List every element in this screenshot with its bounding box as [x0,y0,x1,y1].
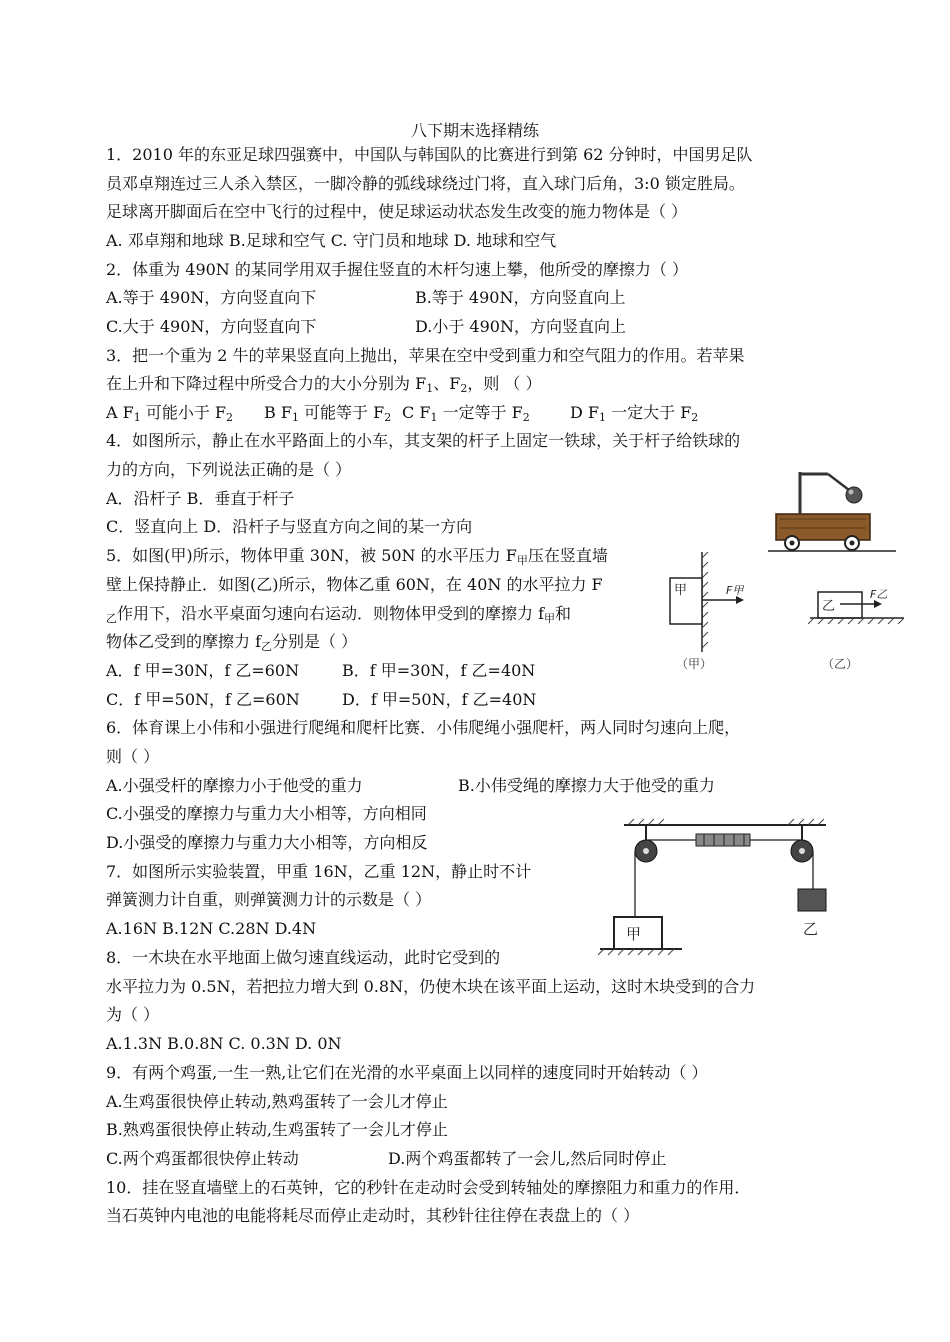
fig-yi-force-label: F乙 [870,588,888,601]
q3-option-b [264,403,391,428]
q3-b-sub2: 2 [384,411,392,424]
fig-jia-force-label: F甲 [726,584,744,597]
q5-l3-e: 和 [555,604,572,623]
q3-c-text: C F [402,403,431,422]
q7-fig-yi-label: 乙 [803,920,819,938]
q2-option-c: C.大于 490N，方向竖直向下 [106,317,317,336]
q1-line-3: 足球离开脚面后在空中飞行的过程中，使足球运动状态发生改变的施力物体是（ ） [106,202,688,221]
q3-a-text: A F [106,403,134,422]
fig-yi-caption: （乙） [822,657,859,671]
q1-line-2: 员邓卓翔连过三人杀入禁区，一脚冷静的弧线球绕过门将，直入球门后角，3:0 锁定胜局。 [106,174,745,193]
q1-options: A. 邓卓翔和地球 B.足球和空气 C. 守门员和地球 D. 地球和空气 [106,231,557,250]
q3-d-sub1: 1 [599,411,607,424]
q2-option-b: B.等于 490N，方向竖直向上 [415,288,626,307]
q3-b-text: B F [264,403,292,422]
q9-option-a: A.生鸡蛋很快停止转动,熟鸡蛋转了一会儿才停止 [106,1092,448,1111]
q3-line-2-a: 在上升和下降过程中所受合力的大小分别为 F [106,374,427,393]
q5-l1-sub: 甲 [516,554,528,567]
q8-options: A.1.3N B.0.8N C. 0.3N D. 0N [106,1034,342,1053]
q3-a-sub1: 1 [133,411,141,424]
q3-d-text: D F [570,403,600,422]
q3-line-1: 3．把一个重为 2 牛的苹果竖直向上抛出，苹果在空中受到重力和空气阻力的作用。若苹果 [106,346,745,365]
q5-option-c: C．f 甲=50N，f 乙=60N [106,690,300,709]
q5-l3-sub2: 甲 [544,612,556,625]
q9-option-c: C.两个鸡蛋都很快停止转动 [106,1149,299,1168]
q5-line-2: 壁上保持静止．如图(乙)所示，物体乙重 60N，在 40N 的水平拉力 F [106,575,603,594]
q5-option-b: B．f 甲=30N，f 乙=40N [342,661,536,680]
q5-l1-e: 压在竖直墙 [527,546,608,565]
q5-l4-a: 物体乙受到的摩擦力 f [106,632,262,651]
q4-line-2: 力的方向，下列说法正确的是（ ） [106,460,352,479]
q7-line-1: 7．如图所示实验装置，甲重 16N，乙重 12N，静止时不计 [106,862,532,881]
q5-line-1 [106,546,608,571]
q5-line-4 [106,632,357,657]
q3-a-sub2: 2 [226,411,234,424]
q7-options: A.16N B.12N C.28N D.4N [106,919,317,938]
q9-option-d: D.两个鸡蛋都转了一会儿,然后同时停止 [388,1149,667,1168]
q8-line-1: 8．一木块在水平地面上做匀速直线运动，此时它受到的 [106,948,501,967]
fig-jia-caption: （甲） [676,657,713,671]
q5-figure-jia [664,548,754,676]
q6-option-c: C.小强受的摩擦力与重力大小相等，方向相同 [106,804,427,823]
fig-jia-block-label: 甲 [674,583,688,598]
q3-d-sub2: 2 [691,411,699,424]
q3-line-2-c: ，则 （ ） [467,374,542,393]
fig-yi-block-label: 乙 [822,599,836,614]
q10-line-2: 当石英钟内电池的电能将耗尽而停止走动时，其秒针往往停在表盘上的（ ） [106,1206,640,1225]
q2-option-a: A.等于 490N，方向竖直向下 [106,288,317,307]
q7-line-2: 弹簧测力计自重，则弹簧测力计的示数是（ ） [106,890,432,909]
q3-b-sub1: 1 [291,411,299,424]
q10-line-1: 10．挂在竖直墙壁上的石英钟，它的秒针在走动时会受到转轴处的摩擦阻力和重力的作用． [106,1178,751,1197]
q3-option-d [570,403,698,428]
q5-figure-yi [808,578,918,678]
q3-c-text2: 一定等于 F [437,403,523,422]
q4-cart-figure [768,462,898,554]
q8-line-3: 为（ ） [106,1005,160,1024]
q3-sub-2: 2 [460,382,468,395]
q3-d-text2: 一定大于 F [606,403,692,422]
q9-line-1: 9．有两个鸡蛋,一生一熟,让它们在光滑的水平桌面上以同样的速度同时开始转动（ ） [106,1063,708,1082]
q2-line-1: 2．体重为 490N 的某同学用双手握住竖直的木杆匀速上攀，他所受的摩擦力（ ） [106,260,688,279]
q6-option-b: B.小伟受绳的摩擦力大于他受的重力 [458,776,715,795]
q5-l4-sub: 乙 [261,640,273,653]
q5-l3-a: 作用下，沿水平桌面匀速向右运动．则物体甲受到的摩擦力 f [117,604,545,623]
q5-line-3 [106,604,571,629]
q4-options-ab: A．沿杆子 B．垂直于杆子 [106,489,295,508]
q6-option-a: A.小强受杆的摩擦力小于他受的重力 [106,776,363,795]
q3-b-text2: 可能等于 F [298,403,385,422]
q6-line-1: 6．体育课上小伟和小强进行爬绳和爬杆比赛．小伟爬绳小强爬杆，两人同时匀速向上爬， [106,718,741,737]
q1-line-1: 1．2010 年的东亚足球四强赛中，中国队与韩国队的比赛进行到第 62 分钟时，中国男足队 [106,145,753,164]
q7-pulley-figure [598,817,834,957]
q5-option-a: A．f 甲=30N，f 乙=60N [106,661,300,680]
q5-option-d: D．f 甲=50N，f 乙=40N [342,690,537,709]
q5-l4-e: 分别是（ ） [272,632,358,651]
q3-option-a [106,403,233,428]
q7-fig-jia-label: 甲 [626,925,642,943]
q3-line-2-b: 、F [433,374,461,393]
q2-option-d: D.小于 490N，方向竖直向上 [415,317,626,336]
q9-option-b: B.熟鸡蛋很快停止转动,生鸡蛋转了一会儿才停止 [106,1120,448,1139]
q4-line-1: 4．如图所示，静止在水平路面上的小车，其支架的杆子上固定一铁球，关于杆子给铁球的 [106,431,741,450]
q3-c-sub1: 1 [430,411,438,424]
q5-l3-sub: 乙 [106,612,117,625]
q6-option-d: D.小强受的摩擦力与重力大小相等，方向相反 [106,833,428,852]
q3-a-text2: 可能小于 F [140,403,227,422]
q8-line-2: 水平拉力为 0.5N，若把拉力增大到 0.8N，仍使木块在该平面上运动，这时木块受到的合力 [106,977,756,996]
page-title: 八下期末选择精练 [410,121,539,140]
q4-options-cd: C．竖直向上 D．沿杆子与竖直方向之间的某一方向 [106,517,473,536]
q3-option-c [402,403,530,428]
q3-line-2 [106,374,542,399]
q3-sub-1: 1 [426,382,434,395]
q5-l1-a: 5．如图(甲)所示，物体甲重 30N，被 50N 的水平压力 F [106,546,517,565]
q3-c-sub2: 2 [522,411,530,424]
q6-line-2: 则（ ） [106,747,160,766]
